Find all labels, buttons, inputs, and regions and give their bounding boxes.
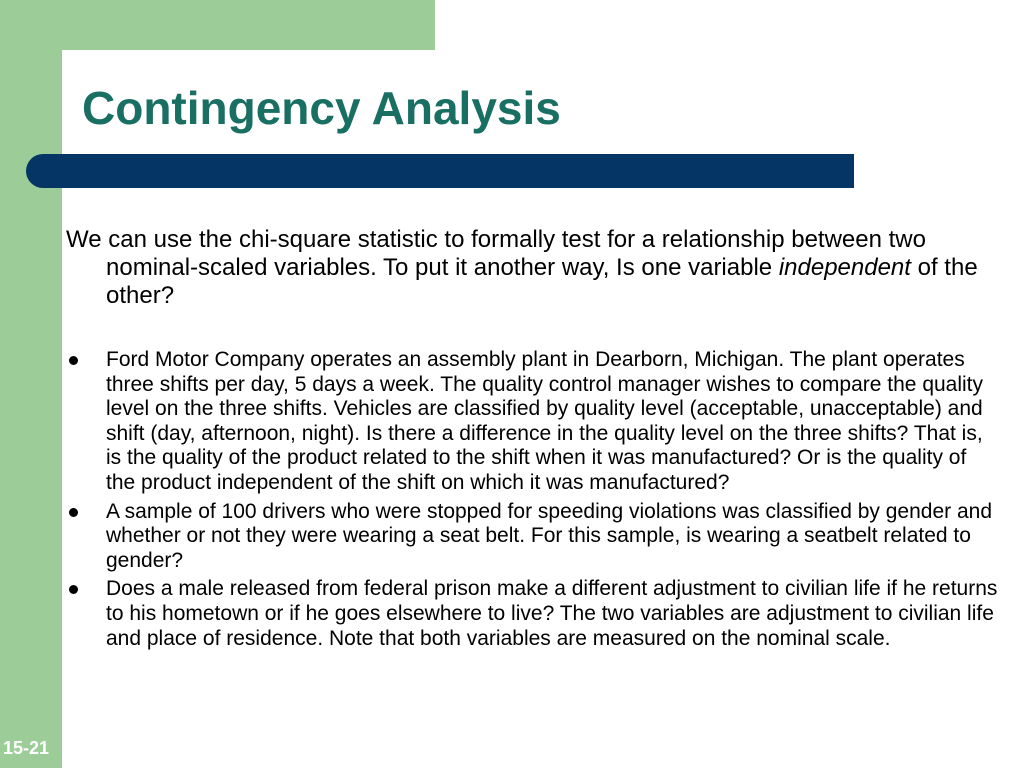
bullet-list bbox=[66, 348, 998, 655]
intro-text-end: of the other? bbox=[106, 254, 978, 309]
bullet-item bbox=[66, 500, 998, 574]
slide-number: 15-21 bbox=[3, 738, 50, 758]
bullet-item bbox=[66, 348, 998, 496]
intro-emphasis: independent bbox=[778, 254, 911, 281]
bullet-text: Ford Motor Company operates an assembly plant in Dearborn, Michigan. The plant operates three shifts per day, 5 days a week. The quality control manager wishes to compare the quality level on the three shifts. Vehicles are classified by quality level (acceptable, unacceptable) and shift (day, afternoon, night). Is there a difference in the quality level on the three shifts? That is, is the quality of the product related to the shift when it was manufactured? Or is the quality of the product independent of the shift on which it was manufactured? bbox=[106, 348, 984, 494]
bullet-dot-icon bbox=[69, 585, 78, 594]
bullet-dot-icon bbox=[69, 356, 78, 365]
bullet-text: Does a male released from federal prison make a different adjustment to civilian life if he returns to his hometown or if he goes elsewhere to live? The two variables are adjustment to civilian life and place of residence. Note that both variables are measured on the nominal scale. bbox=[106, 577, 998, 650]
intro-paragraph bbox=[66, 226, 986, 310]
bullet-item bbox=[66, 577, 998, 651]
title-underline-bar bbox=[26, 154, 854, 188]
slide-title: Contingency Analysis bbox=[82, 82, 561, 134]
top-green-band bbox=[0, 0, 435, 50]
bullet-text: A sample of 100 drivers who were stopped for speeding violations was classified by gender and whether or not they were wearing a seat belt. For this sample, is wearing a seatbelt related to gender? bbox=[106, 499, 993, 572]
left-green-band bbox=[0, 0, 62, 768]
bullet-dot-icon bbox=[69, 508, 78, 517]
intro-text-start: We can use the chi-square statistic to formally test for a relationship between two nominal-scaled variables. To put it another way, Is one variable bbox=[66, 226, 926, 281]
